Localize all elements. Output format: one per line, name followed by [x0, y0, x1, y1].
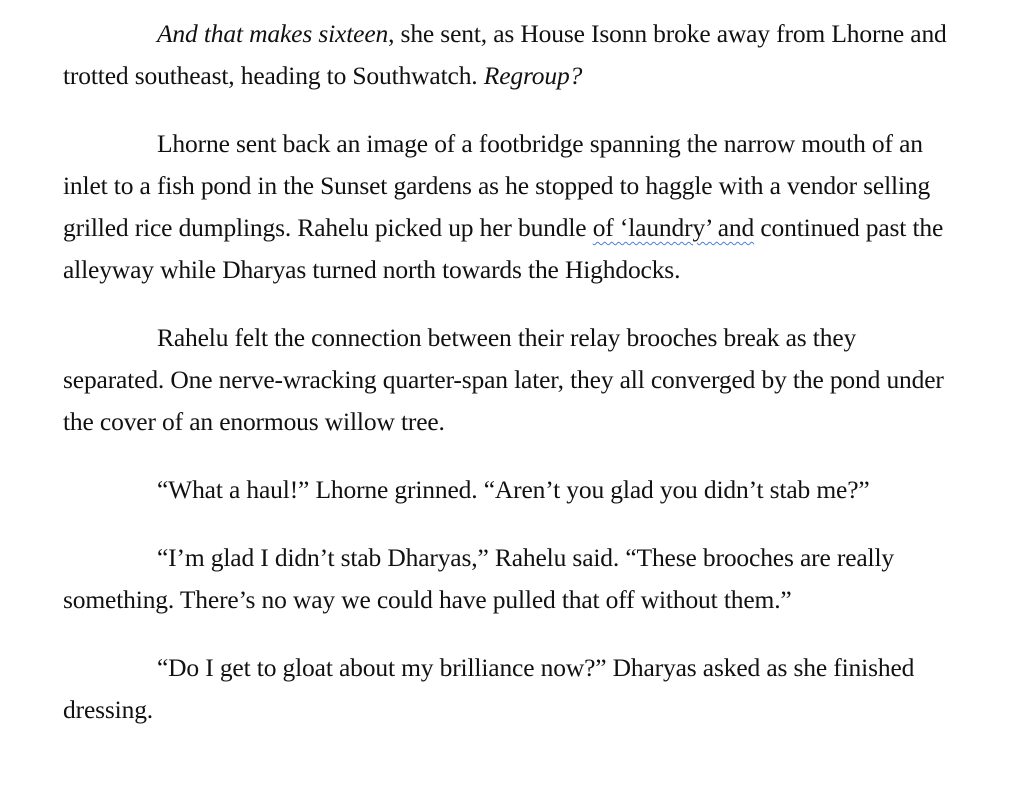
body-text: Lhorne sent back an image of a footbridge spanning the narrow mouth of an inlet to a fish pond in the Sunset gardens as he stopped to haggle with a vendor selling grilled rice dumplings. Rahelu picked up her bundle	[63, 129, 931, 242]
body-text: Rahelu felt the connection between their relay brooches break as they separated. One nerve-wracking quarter-span later, they all converged by the pond under the cover of an enormous willow tree.	[63, 323, 944, 436]
paragraph-2	[63, 123, 963, 291]
paragraph-4	[63, 469, 963, 511]
body-text: “What a haul!” Lhorne grinned. “Aren’t you glad you didn’t stab me?”	[157, 475, 870, 504]
paragraph-6	[63, 647, 963, 731]
paragraph-3	[63, 317, 963, 443]
paragraph-1	[63, 13, 963, 97]
body-text: “Do I get to gloat about my brilliance now?” Dharyas asked as she finished dressing.	[63, 653, 915, 724]
body-text: “I’m glad I didn’t stab Dharyas,” Rahelu said. “These brooches are really something. There’s no way we could have pulled that off without them.”	[63, 543, 895, 614]
document-body[interactable]	[63, 13, 963, 731]
italic-text: And that makes sixteen	[157, 19, 389, 48]
body-text: continued past the alleyway while Dharyas turned north towards the Highdocks.	[63, 213, 944, 284]
paragraph-5	[63, 537, 963, 621]
body-text: , she sent, as House Isonn broke away from Lhorne and trotted southeast, heading to Southwatch.	[63, 19, 947, 90]
grammar-flagged-text[interactable]: of ‘laundry’ and	[592, 213, 755, 242]
italic-text: Regroup?	[483, 61, 583, 90]
